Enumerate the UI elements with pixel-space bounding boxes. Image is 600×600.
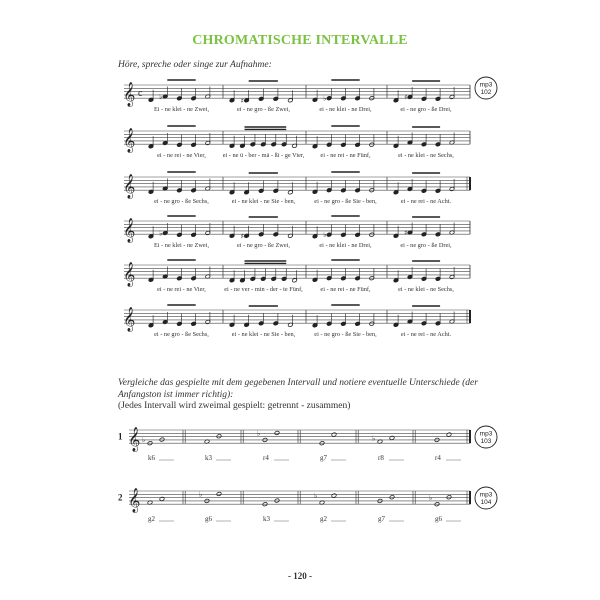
note-head-open <box>216 492 221 497</box>
exercise-number: 2 <box>118 492 123 503</box>
flat-icon: ♭ <box>372 434 376 443</box>
lyric-text: ei - ne gro - ße Drei, <box>400 242 452 249</box>
lyric-text: ei - ne gro - ße Sechs, <box>154 198 209 205</box>
flat-icon: ♭ <box>159 229 163 238</box>
flat-icon: ♭ <box>199 490 203 499</box>
flat-icon: ♭ <box>323 231 327 240</box>
mp3-badge-104-number: 104 <box>480 499 492 506</box>
lyric-text: Ei - ne klei - ne Zwei, <box>153 242 210 249</box>
exercise-number: 1 <box>118 431 123 442</box>
treble-clef-icon: 𝄞 <box>123 218 136 243</box>
lyric-text: ei - ne rei - ne Fünf, <box>320 152 371 159</box>
lyric-text: ei - ne klei - ne Sie - ben, <box>231 198 296 205</box>
page-title: CHROMATISCHE INTERVALLE <box>192 33 408 48</box>
lyric-text: ei - ne klei - ne Drei, <box>319 106 372 113</box>
interval-label: g2 <box>320 515 327 523</box>
note-head-open <box>446 495 451 500</box>
lyric-text: ei - ne klei - ne Sie - ben, <box>231 331 296 338</box>
flat-icon: ♭ <box>142 436 146 445</box>
lyric-text: ei - ne gro - ße Zwei, <box>237 242 290 249</box>
lyric-text: ei - ne gro - ße Sechs, <box>154 331 209 338</box>
lyric-text: ei - ne gro - ße Drei, <box>400 106 452 113</box>
mp3-badge-103-label: mp3 <box>479 430 493 438</box>
note-head-open <box>331 493 336 498</box>
lyric-text: ei - ne rei - ne Vier, <box>157 152 206 159</box>
flat-icon: ♭ <box>257 429 261 438</box>
note-head-open <box>446 432 451 437</box>
flat-icon: ♭ <box>429 493 433 502</box>
lyric-text: Ei - ne klei - ne Zwei, <box>153 106 210 113</box>
interval-label: k6 <box>148 454 155 462</box>
flat-icon: ♭ <box>314 492 318 501</box>
interval-label: g2 <box>148 515 155 523</box>
interval-label: r8 <box>378 454 384 462</box>
interval-label: r4 <box>263 454 269 462</box>
lyric-text: ei - ne rei - ne Acht. <box>400 198 452 205</box>
note-head-open <box>331 432 336 437</box>
lyric-text: ei - ne klei - ne Sechs, <box>398 152 454 159</box>
treble-clef-icon: 𝄞 <box>123 174 136 199</box>
note-head-open <box>274 431 279 436</box>
lyric-text: ei - ne gro - ße Sie - ben, <box>314 331 377 338</box>
lyric-text: ei - ne rei - ne Fünf, <box>320 286 371 293</box>
interval-label: r4 <box>435 454 441 462</box>
note-head-open <box>159 497 164 502</box>
mp3-badge-102-number: 102 <box>480 89 492 96</box>
lyric-text: ei - ne gro - ße Zwei, <box>237 106 290 113</box>
common-time-icon: c <box>138 87 143 99</box>
flat-icon: ♭ <box>159 93 163 101</box>
instruction-listen: Höre, spreche oder singe zur Aufnahme: <box>118 60 272 70</box>
interval-label: k3 <box>205 454 212 462</box>
note-head-open <box>216 434 221 439</box>
page-number: - 120 - <box>288 571 312 581</box>
interval-label: g7 <box>320 454 327 462</box>
lyric-text: ei - ne ü - ber - mä - ßi - ge Vier, <box>222 152 305 159</box>
lyric-text: ei - ne klei - ne Sechs, <box>398 286 454 293</box>
treble-clef-icon: 𝄞 <box>128 427 141 452</box>
interval-label: g6 <box>435 515 442 523</box>
lyric-text: ei - ne rei - ne Vier, <box>157 286 206 293</box>
instruction-note: (Jedes Intervall wird zweimal gespielt: getrennt - zusammen) <box>118 401 351 411</box>
treble-clef-icon: 𝄞 <box>123 128 136 153</box>
note-head-open <box>389 495 394 500</box>
treble-clef-icon: 𝄞 <box>123 82 136 107</box>
sharp-icon: ♯ <box>404 93 408 102</box>
instruction-compare: Vergleiche das gespielte mit dem gegebenen Intervall und notiere eventuelle Unterschiede (der Anfangston ist immer richtig): <box>118 378 478 400</box>
note-head-open <box>389 436 394 441</box>
sharp-icon: ♯ <box>404 229 408 237</box>
note-head-open <box>274 498 279 503</box>
treble-clef-icon: 𝄞 <box>128 488 141 513</box>
sharp-icon: ♯ <box>240 96 244 105</box>
lyric-text: ei - ne klei - ne Drei, <box>319 242 372 249</box>
lyric-text: ei - ne rei - ne Acht. <box>400 331 452 338</box>
interval-label: k3 <box>263 515 270 523</box>
note-head-open <box>159 437 164 442</box>
treble-clef-icon: 𝄞 <box>123 262 136 287</box>
flat-icon: ♭ <box>323 94 327 103</box>
sharp-icon: ♯ <box>240 232 244 241</box>
lyric-text: ei - ne gro - ße Sie - ben, <box>314 198 377 205</box>
mp3-badge-104-label: mp3 <box>479 491 493 499</box>
mp3-badge-103-number: 103 <box>480 438 492 445</box>
lyric-text: ei - ne ver - min - der - te Fünf, <box>224 286 303 293</box>
interval-label: g7 <box>378 515 385 523</box>
treble-clef-icon: 𝄞 <box>123 307 136 332</box>
mp3-badge-102-label: mp3 <box>479 81 493 89</box>
interval-label: g6 <box>205 515 212 523</box>
